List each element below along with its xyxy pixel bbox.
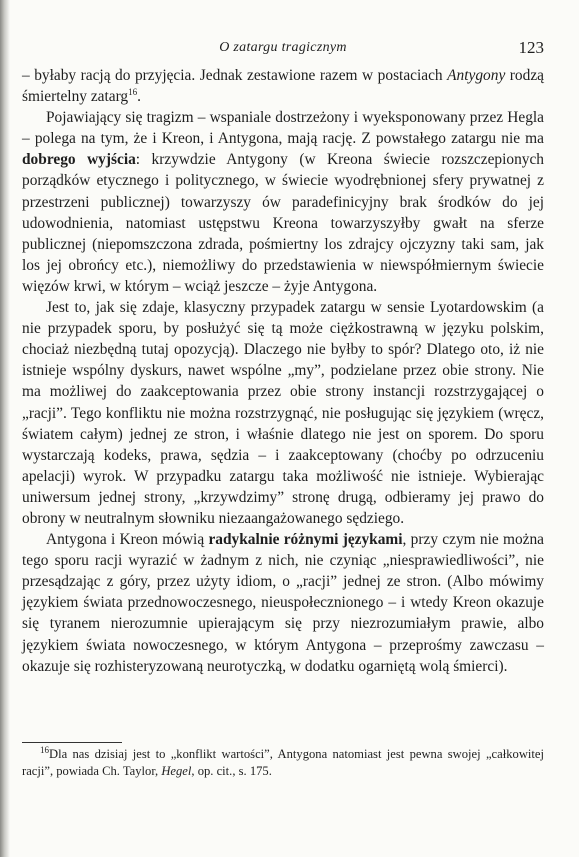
footnote-text bbox=[22, 744, 544, 778]
text-run: , przy czym nie można tego sporu racji wyrazić w żadnym z nich, nie czyniąc „niesprawiedliwości”, nie przesądzając z góry, przez użyty idiom, o „racji” jednej ze stron. (Albo mówimy językiem świata przednowoczesnego, nieuspołecznionego – i wtedy Kreon okazuje się tyranem nierozumnie upierającym się przy niezrozumiałym prawie, albo językiem świata nowoczesnego, w którym Antygona – przeprośmy zawczasu – okazuje się rozhisteryzowaną neurotyczką, w dodatku ogarniętą wolą śmierci). bbox=[22, 531, 545, 675]
text-run: Antygona i Kreon mówią bbox=[46, 531, 209, 549]
text-run: Dla nas dzisiaj jest to „konflikt wartości”, Antygona natomiast jest pewna swojej „całkowitej racji”, powiada Ch. Taylor, bbox=[22, 747, 544, 778]
page-edge-shadow bbox=[0, 0, 10, 857]
text-run: rodzą śmiertelny zatarg bbox=[22, 67, 544, 106]
body-text bbox=[22, 65, 544, 677]
text-run: . bbox=[137, 88, 141, 106]
running-head: O zatargu tragicznym bbox=[219, 40, 347, 55]
paragraph bbox=[22, 529, 544, 677]
bold-text: radykalnie różnymi językami bbox=[208, 531, 403, 549]
footnote-reference: 16 bbox=[128, 86, 138, 97]
page-header bbox=[22, 40, 544, 60]
text-run: , op. cit., s. 175. bbox=[191, 764, 272, 778]
paragraph bbox=[22, 297, 544, 529]
text-run: Pojawiający się tragizm – wspaniale dostrzeżony i wyeksponowany przez Hegla – polega na tym, że i Kreon, i Antygona, mają rację. Z powstałego zatargu nie ma bbox=[22, 109, 544, 148]
footnote bbox=[22, 746, 544, 780]
text-run: – byłaby racją do przyjęcia. Jednak zestawione razem w postaciach bbox=[22, 67, 448, 84]
text-run: Jest to, jak się zdaje, klasyczny przypadek zatargu w sensie Lyotardowskim (a nie przypadek sporu, by posłużyć się tą może ciężkostrawną w języku polskim, chociaż niezbędną tutaj opozycją). Dlaczego nie byłby to spór? Dlatego oto, iż nie istnieje wspólny dyskurs, nawet wspólne „my”, podzielane przez obie strony. Nie ma możliwej do zaakceptowania przez obie strony instancji rozstrzygającej o „racji”. Tego konfliktu nie można rozstrzygnąć, nie posługując się językiem (wręcz, światem całym) jednej ze stron, i właśnie dlatego nie jest on sporem. Do sporu wystarczają kodeks, prawa, sędzia – i zaakceptowany (choćby po odrzuceniu apelacji) wyrok. W przypadku zatargu taka możliwość nie istnieje. Wybierając uniwersum jednej strony, „krzywdzimy” stronę drugą, odbieramy jej prawo do obrony w neutralnym słowniku niezaangażowanego sędziego. bbox=[22, 299, 544, 527]
italic-text: Hegel bbox=[161, 764, 192, 778]
footnote-number: 16 bbox=[40, 744, 49, 755]
text-run: : krzywdzie Antygony (w Kreona świecie rozszczepionych porządków etycznego i politycznego, w świecie wyodrębnionej sfery prywatnej z przestrzeni publicznej) towarzyszy ów paradefinicyjny brak środków do jej udowodnienia, natomiast ustępstwu Kreona towarzyszyłby gwałt na sferze publicznej (niepomszczona zdrada, pośmiertny los zdrajcy ojczyzny taki sam, jak los jej obrońcy etc.), niemożliwy do przedstawienia w niewspółmiernym świecie więzów krwi, w którym – wciąż jeszcze – żyje Antygona. bbox=[22, 151, 544, 295]
page-number: 123 bbox=[518, 38, 544, 57]
footnote-rule bbox=[22, 742, 122, 743]
paragraph bbox=[22, 65, 544, 107]
paragraph bbox=[22, 107, 544, 297]
bold-text: dobrego wyjścia bbox=[22, 151, 136, 169]
italic-text: Antygony bbox=[447, 67, 506, 84]
